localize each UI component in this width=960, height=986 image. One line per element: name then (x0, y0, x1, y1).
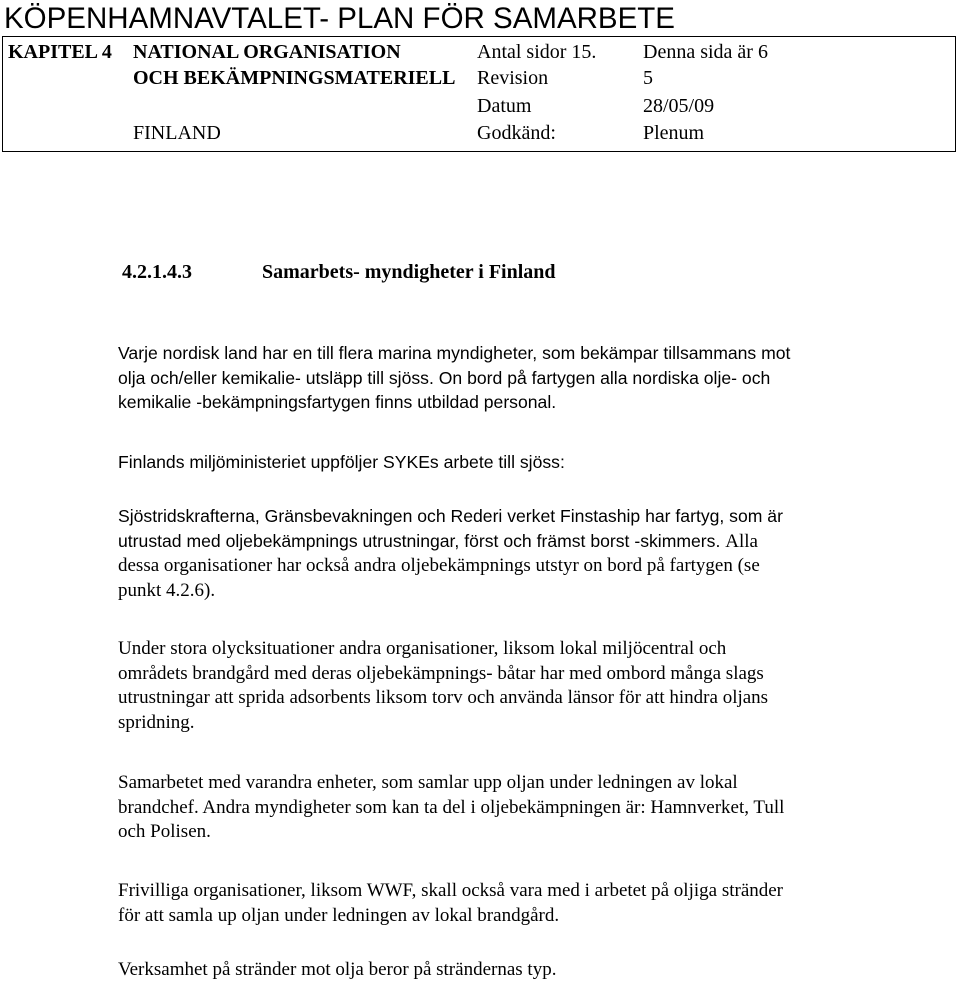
line-segment: On bord på fartygen alla nordiska olje- och (438, 367, 771, 388)
document-title: KÖPENHAMNAVTALET- PLAN FÖR SAMARBETE (4, 2, 675, 35)
paragraph-line: Sjöstridskrafterna, Gränsbevakningen och Rederi verket Finstaship har fartyg, som är (118, 506, 783, 526)
line-segment: Alla (725, 530, 758, 552)
approved-value: Plenum (643, 122, 705, 144)
pages-count-label: Antal sidor 15. (477, 41, 597, 63)
chapter-title-line2: OCH BEKÄMPNINGSMATERIELL (133, 67, 456, 89)
paragraph-line: brandchef. Andra myndigheter som kan ta del i oljebekämpningen är: Hamnverket, Tull (118, 796, 785, 818)
paragraph-vessels (118, 504, 948, 603)
paragraph-line: kemikalie -bekämpningsfartygen finns utbildad personal. (118, 392, 557, 412)
paragraph-line: Varje nordisk land har en till flera marina myndigheter, som bekämpar tillsammans mot (118, 343, 791, 363)
line-segment: olja och/eller kemikalie- utsläpp till sjöss. (118, 367, 439, 388)
paragraph-cooperation (118, 771, 948, 845)
paragraph-line: för att samla up oljan under ledningen av lokal brandgård. (118, 904, 560, 926)
country-label: FINLAND (133, 122, 221, 144)
line-segment: utrustad med oljebekämpnings utrustningar, först och främst borst -skimmers. (118, 530, 726, 551)
paragraph-large-accidents (118, 637, 948, 735)
paragraph-ministry (118, 450, 948, 475)
chapter-label: KAPITEL 4 (8, 41, 112, 63)
paragraph-volunteers (118, 879, 948, 928)
paragraph-line: områdets brandgård med deras oljebekämpnings- båtar har med ombord många slags (118, 662, 764, 684)
current-page-label: Denna sida är 6 (643, 41, 768, 63)
paragraph-line: Verksamhet på stränder mot olja beror på strändernas typ. (118, 959, 557, 980)
paragraph-line: Under stora olycksituationer andra organisationer, liksom lokal miljöcentral och (118, 638, 727, 659)
paragraph-line: Finlands miljöministeriet uppföljer SYKEs arbete till sjöss: (118, 452, 565, 472)
approved-label: Godkänd: (477, 122, 556, 144)
section-title: Samarbets- myndigheter i Finland (262, 261, 556, 283)
date-value: 28/05/09 (643, 95, 715, 117)
paragraph-line: och Polisen. (118, 821, 211, 842)
paragraph-line: spridning. (118, 711, 195, 733)
paragraph-line: Samarbetet med varandra enheter, som samlar upp oljan under ledningen av lokal (118, 772, 738, 793)
paragraph-line (118, 366, 948, 391)
paragraph-line: Frivilliga organisationer, liksom WWF, skall också vara med i arbetet på oljiga stränder (118, 880, 784, 901)
paragraph-beaches (118, 958, 948, 983)
paragraph-marine-authorities (118, 341, 948, 415)
date-label: Datum (477, 95, 532, 117)
revision-value: 5 (643, 67, 653, 89)
revision-label: Revision (477, 67, 549, 89)
paragraph-line: punkt 4.2.6). (118, 579, 216, 601)
paragraph-line: utrustningar att sprida adsorbents liksom torv och använda länsor för att hindra oljans (118, 687, 769, 708)
section-number: 4.2.1.4.3 (122, 261, 192, 283)
chapter-title-line1: NATIONAL ORGANISATION (133, 41, 401, 63)
paragraph-line: dessa organisationer har också andra oljebekämpnings utstyr on bord på fartygen (se (118, 555, 760, 576)
paragraph-line (118, 529, 948, 555)
